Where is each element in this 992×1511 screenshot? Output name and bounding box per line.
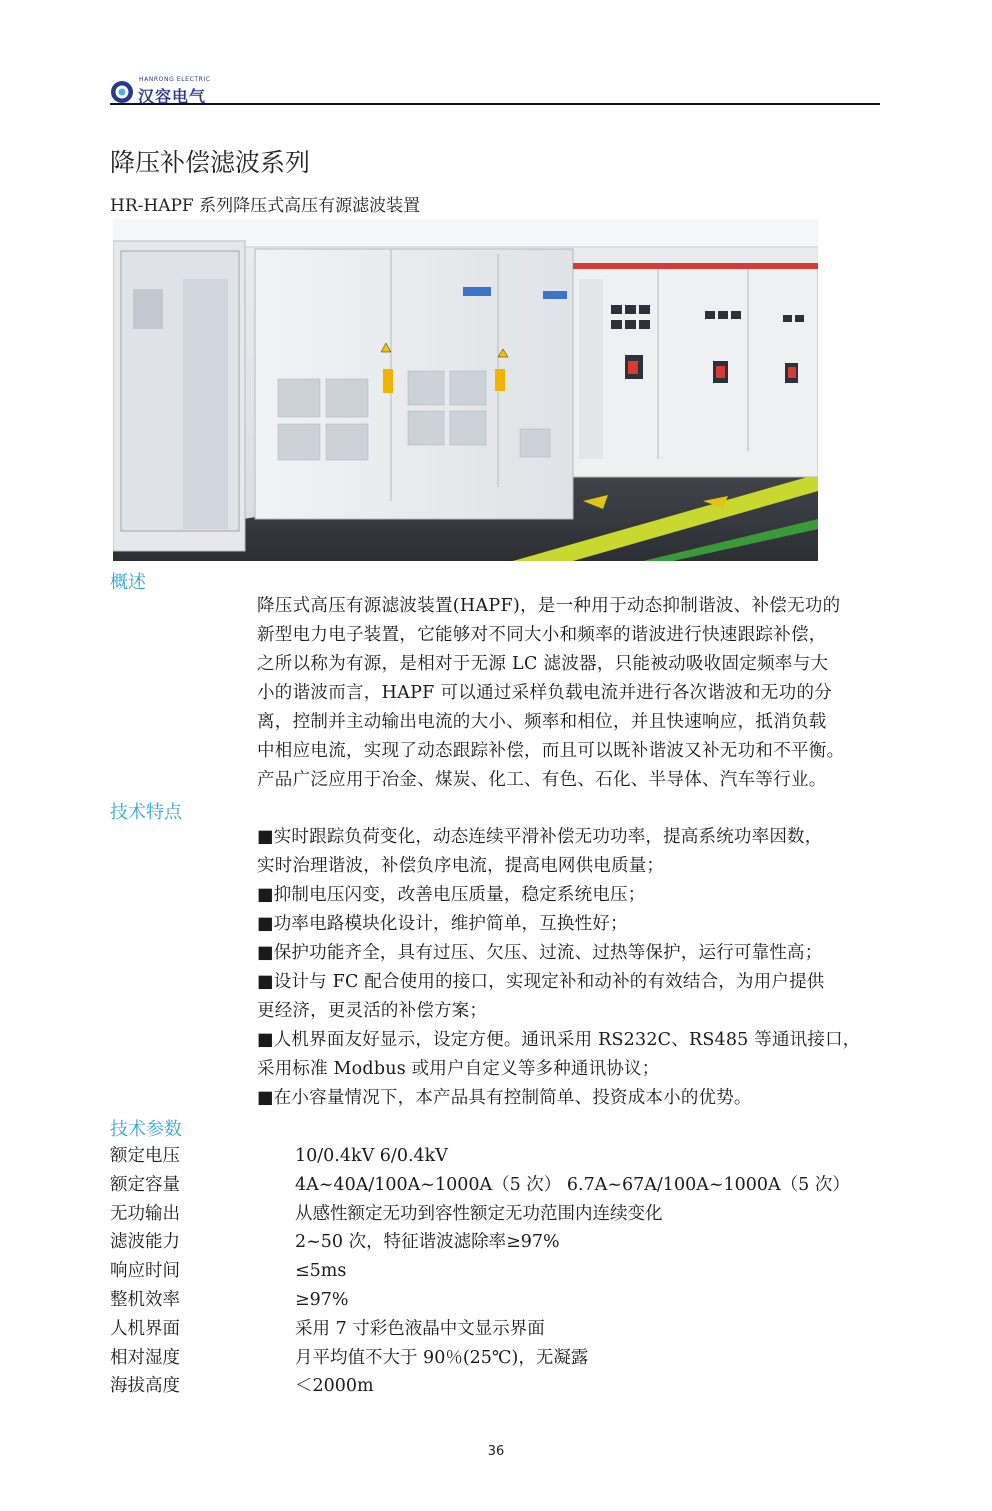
param-name: 滤波能力 [110, 1232, 180, 1253]
feature-line: ■保护功能齐全，具有过压、欠压、过流、过热等保护，运行可靠性高； [257, 943, 823, 963]
params-heading: 技术参数 [110, 1119, 182, 1140]
param-value: 从感性额定无功到容性额定无功范围内连续变化 [295, 1203, 663, 1224]
overview-line: 之所以称为有源，是相对于无源 LC 滤波器，只能被动吸收固定频率与大 [257, 654, 829, 674]
param-row [110, 1171, 890, 1200]
param-row [110, 1257, 890, 1286]
series-title: 降压补偿滤波系列 [110, 148, 311, 177]
overview-body [257, 592, 882, 795]
feature-line: ■抑制电压闪变，改善电压质量，稳定系统电压； [257, 885, 646, 905]
feature-line: ■设计与 FC 配合使用的接口，实现定补和动补的有效结合，为用户提供 [257, 972, 825, 992]
feature-line: ■实时跟踪负荷变化，动态连续平滑补偿无功功率，提高系统功率因数， [257, 827, 823, 847]
param-name: 无功输出 [110, 1203, 180, 1224]
overview-line: 产品广泛应用于冶金、煤炭、化工、有色、石化、半导体、汽车等行业。 [257, 770, 827, 790]
overview-line: 离，控制并主动输出电流的大小、频率和相位，并且快速响应，抵消负载 [257, 712, 827, 732]
param-value: 采用 7 寸彩色液晶中文显示界面 [295, 1318, 545, 1339]
param-value: ≥97% [295, 1289, 349, 1310]
overview-line: 中相应电流，实现了动态跟踪补偿，而且可以既补谐波又补无功和不平衡。 [257, 741, 845, 761]
param-row [110, 1286, 890, 1315]
param-row [110, 1372, 890, 1401]
param-value: 4A~40A/100A~1000A（5 次） 6.7A~67A/100A~1000A（5 次） [295, 1174, 850, 1195]
param-row [110, 1228, 890, 1257]
header-rule [110, 103, 880, 105]
param-row [110, 1200, 890, 1229]
param-value: ≤5ms [295, 1261, 347, 1282]
product-photo [113, 219, 818, 561]
param-value: 10/0.4kV 6/0.4kV [295, 1146, 448, 1166]
param-value: 2~50 次，特征谐波滤除率≥97% [295, 1232, 560, 1253]
param-name: 海拔高度 [110, 1376, 180, 1397]
page-number: 36 [487, 1444, 505, 1459]
product-subtitle: HR-HAPF 系列降压式高压有源滤波装置 [110, 196, 421, 216]
logo-chinese-text: 汉容电气 [138, 87, 207, 106]
feature-line: 实时治理谐波，补偿负序电流，提高电网供电质量； [257, 856, 665, 876]
feature-line: 采用标准 Modbus 或用户自定义等多种通讯协议； [257, 1059, 660, 1079]
param-name: 额定电压 [110, 1146, 180, 1166]
feature-line: ■功率电路模块化设计，维护简单，互换性好； [257, 914, 628, 934]
overview-line: 降压式高压有源滤波装置(HAPF)，是一种用于动态抑制谐波、补偿无功的 [257, 596, 841, 616]
hanrong-logo-icon [110, 80, 134, 104]
feature-line: ■在小容量情况下，本产品具有控制简单、投资成本小的优势。 [257, 1088, 752, 1108]
feature-line: 更经济，更灵活的补偿方案； [257, 1001, 488, 1021]
param-name: 相对湿度 [110, 1347, 180, 1368]
feature-line: ■人机界面友好显示，设定方便。通讯采用 RS232C、RS485 等通讯接口， [257, 1030, 861, 1050]
param-name: 响应时间 [110, 1261, 180, 1282]
param-value: 月平均值不大于 90％(25℃)，无凝露 [295, 1347, 589, 1368]
param-name: 人机界面 [110, 1318, 180, 1339]
params-table [110, 1142, 890, 1401]
param-row [110, 1142, 890, 1171]
features-heading: 技术特点 [110, 802, 182, 823]
overview-heading: 概述 [110, 572, 146, 593]
param-value: ＜2000m [295, 1376, 374, 1397]
overview-line: 小的谐波而言，HAPF 可以通过采样负载电流并进行各次谐波和无功的分 [257, 683, 833, 703]
logo-english-text: HANRONG ELECTRIC [139, 76, 211, 83]
param-name: 整机效率 [110, 1289, 180, 1310]
param-row [110, 1315, 890, 1344]
param-row [110, 1344, 890, 1373]
param-name: 额定容量 [110, 1174, 180, 1195]
features-list [257, 823, 882, 1113]
overview-line: 新型电力电子装置，它能够对不同大小和频率的谐波进行快速跟踪补偿， [257, 625, 827, 645]
page-header [110, 74, 880, 106]
